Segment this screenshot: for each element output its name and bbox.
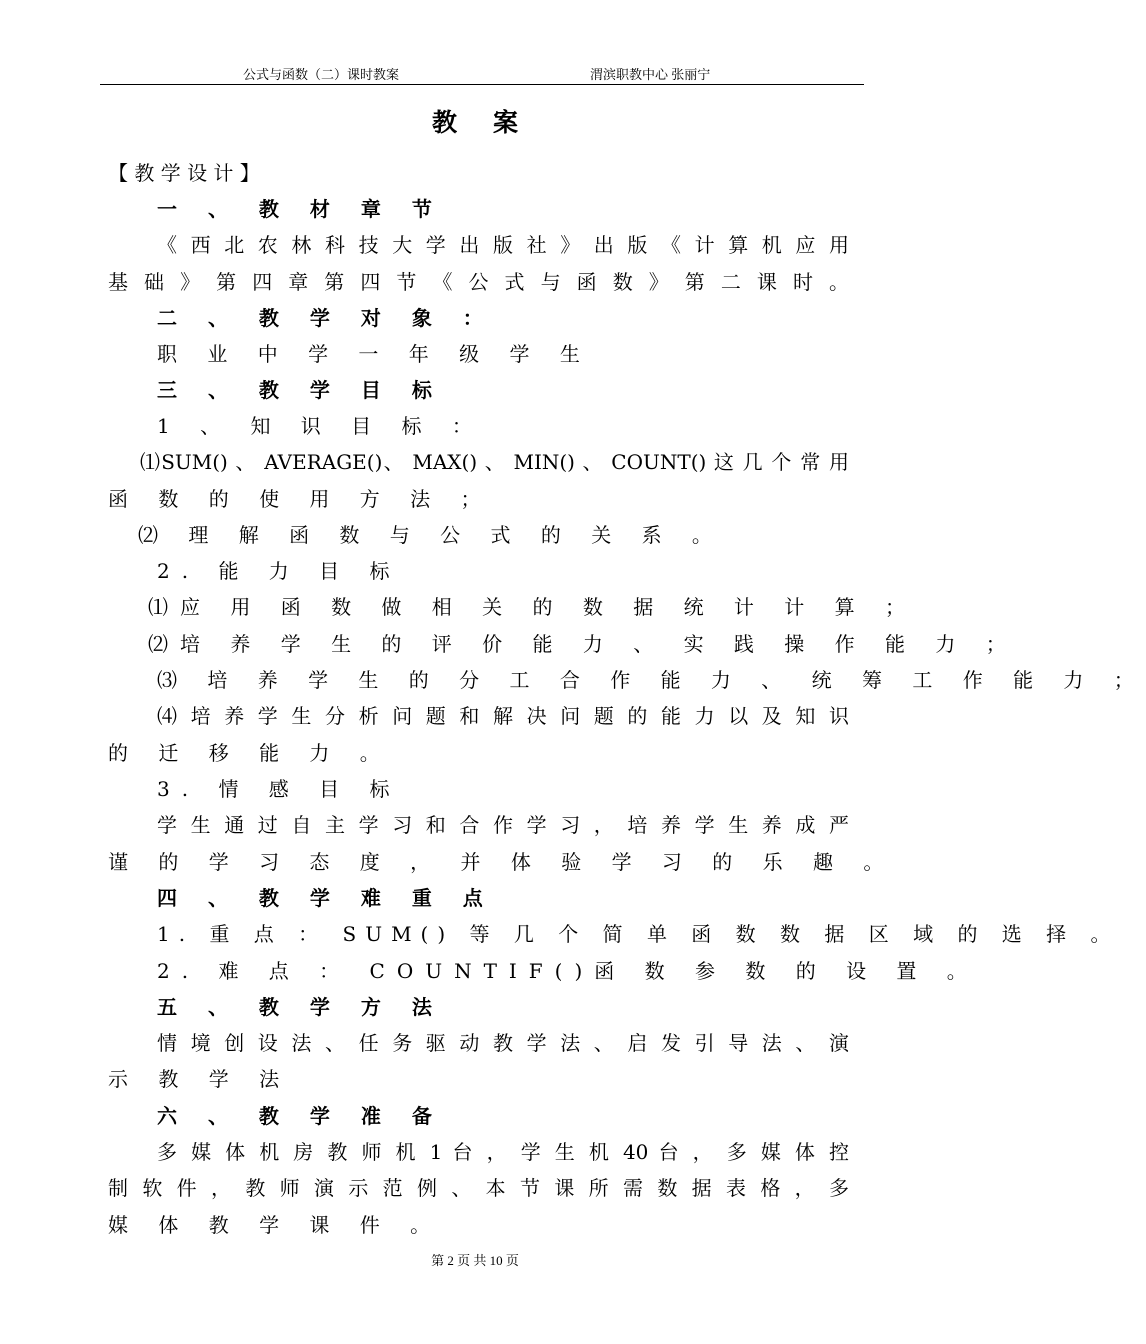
section-design-label: 【 教 学 设 计 】 xyxy=(108,161,260,185)
emotion-goal-title: 3. 情 感 目 标 xyxy=(157,777,402,801)
preparation-line-1: 多 媒 体 机 房 教 师 机 1 台 ， 学 生 机 40 台 ， 多 媒 体 控 xyxy=(157,1140,849,1164)
ability-goal-title: 2. 能 力 目 标 xyxy=(157,559,402,583)
knowledge-goal-1-line-1: ⑴SUM() 、 AVERAGE()、 MAX() 、 MIN() 、 COUNT() 这 几 个 常 用 xyxy=(140,450,849,474)
difficult-point: 2. 难 点 ： COUNTIF()函 数 参 数 的 设 置 。 xyxy=(157,959,979,983)
section-2-text: 职 业 中 学 一 年 级 学 生 xyxy=(157,342,592,366)
section-1-text-line-2: 基 础 》 第 四 章 第 四 节 《 公 式 与 函 数 》 第 二 课 时 。 xyxy=(108,270,849,294)
section-4-heading: 四 、 教 学 难 重 点 xyxy=(157,886,495,910)
ability-goal-1: ⑴应 用 函 数 做 相 关 的 数 据 统 计 计 算 ； xyxy=(148,595,918,619)
section-6-heading: 六 、 教 学 准 备 xyxy=(157,1104,444,1128)
key-point: 1. 重 点 ： SUM() 等 几 个 简 单 函 数 数 据 区 域 的 选 择 。 xyxy=(157,922,1120,946)
preparation-line-3: 媒 体 教 学 课 件 。 xyxy=(108,1213,443,1237)
header-author: 渭滨职教中心 张丽宁 xyxy=(590,67,711,82)
document-title: 教案 xyxy=(431,108,554,137)
ability-goal-3: ⑶ 培 养 学 生 的 分 工 合 作 能 力 、 统 筹 工 作 能 力 ； xyxy=(157,668,1146,692)
section-5-heading: 五 、 教 学 方 法 xyxy=(157,995,444,1019)
ability-goal-4-line-2: 的 迁 移 能 力 。 xyxy=(108,741,392,765)
header-course-title: 公式与函数（二）课时教案 xyxy=(243,67,400,82)
teaching-methods-line-1: 情 境 创 设 法 、 任 务 驱 动 教 学 法 、 启 发 引 导 法 、 演 xyxy=(157,1031,849,1055)
header-divider xyxy=(100,84,864,85)
section-1-text-line-1: 《 西 北 农 林 科 技 大 学 出 版 社 》 出 版 《 计 算 机 应 用 xyxy=(157,233,849,257)
section-1-heading: 一 、 教 材 章 节 xyxy=(157,197,444,221)
section-3-heading: 三 、 教 学 目 标 xyxy=(157,378,444,402)
section-2-heading: 二 、 教 学 对 象 ： xyxy=(157,306,495,330)
emotion-goal-line-1: 学 生 通 过 自 主 学 习 和 合 作 学 习 ， 培 养 学 生 养 成 严 xyxy=(157,813,849,837)
page-number-footer: 第 2 页 共 10 页 xyxy=(431,1253,519,1268)
preparation-line-2: 制 软 件 ， 教 师 演 示 范 例 、 本 节 课 所 需 数 据 表 格 ， 多 xyxy=(108,1176,849,1200)
teaching-methods-line-2: 示 教 学 法 xyxy=(108,1067,292,1091)
knowledge-goal-title: 1 、 知 识 目 标 ： xyxy=(157,414,484,438)
emotion-goal-line-2: 谨 的 学 习 态 度 ， 并 体 验 学 习 的 乐 趣 。 xyxy=(108,850,896,874)
ability-goal-2: ⑵培 养 学 生 的 评 价 能 力 、 实 践 操 作 能 力 ； xyxy=(148,632,1018,656)
knowledge-goal-1-line-2: 函 数 的 使 用 方 法 ； xyxy=(108,487,493,511)
knowledge-goal-2: ⑵ 理 解 函 数 与 公 式 的 关 系 。 xyxy=(138,523,724,547)
ability-goal-4-line-1: ⑷ 培 养 学 生 分 析 问 题 和 解 决 问 题 的 能 力 以 及 知 识 xyxy=(157,704,849,728)
page-header xyxy=(100,64,864,84)
